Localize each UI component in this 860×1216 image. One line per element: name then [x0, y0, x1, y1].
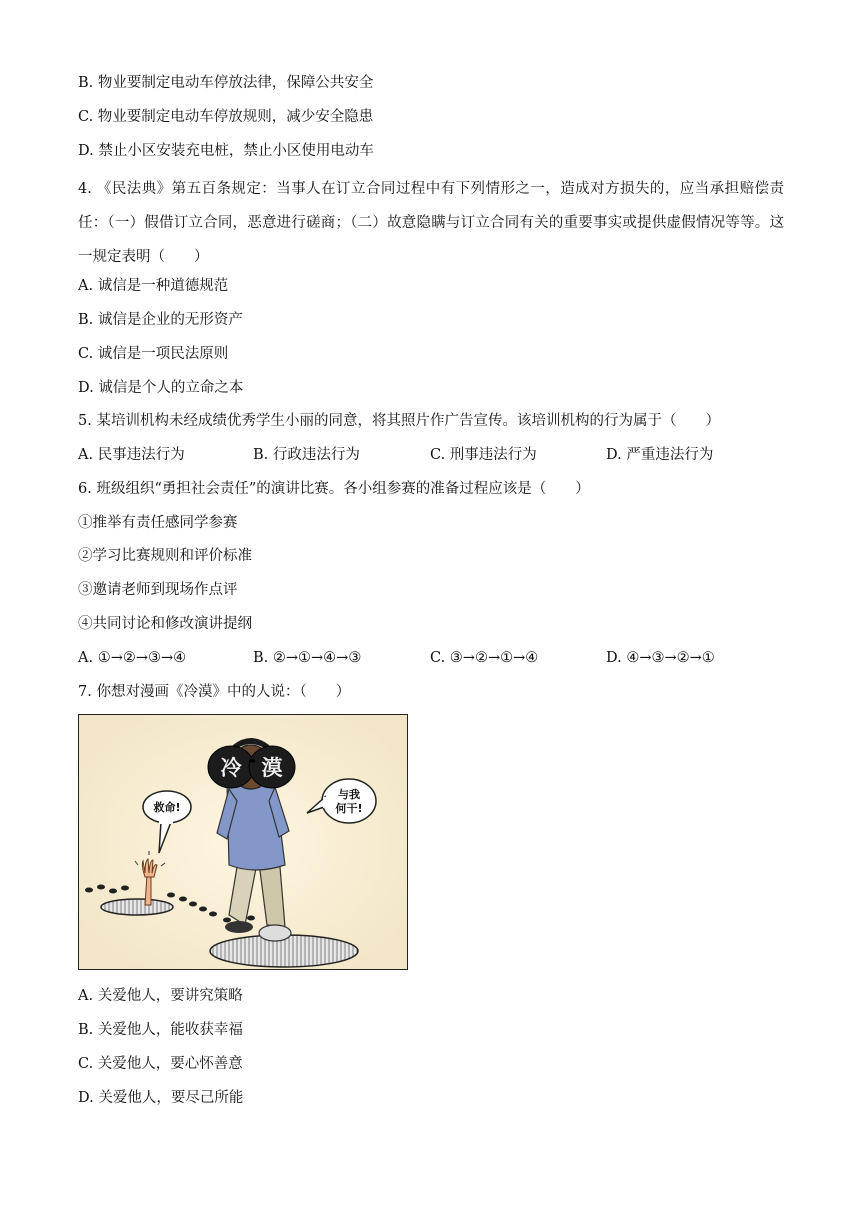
q6-option-c: C. ③→②→①→④	[430, 650, 539, 666]
help-text: 救命!	[153, 801, 181, 814]
q6-item-2: ②学习比赛规则和评价标准	[78, 548, 252, 564]
q5-option-a: A. 民事违法行为	[78, 447, 185, 463]
cartoon-indifference	[78, 714, 408, 970]
reply-text-line1: 与我	[338, 788, 360, 801]
q4-option-c: C. 诚信是一项民法原则	[78, 346, 229, 362]
q6-option-a: A. ①→②→③→④	[78, 650, 187, 666]
small-hole	[101, 899, 173, 915]
glasses-right-char: 漠	[261, 756, 283, 780]
q7-stem: 7. 你想对漫画《冷漠》中的人说：（ ）	[78, 684, 351, 700]
q3-option-d: D. 禁止小区安装充电桩，禁止小区使用电动车	[78, 143, 374, 159]
q6-option-d: D. ④→③→②→①	[606, 650, 715, 666]
q5-option-d: D. 严重违法行为	[606, 447, 714, 463]
q4-option-b: B. 诚信是企业的无形资产	[78, 312, 243, 328]
q7-option-d: D. 关爱他人，要尽己所能	[78, 1090, 244, 1106]
q5-option-c: C. 刑事违法行为	[430, 447, 537, 463]
q6-option-b: B. ②→①→④→③	[253, 650, 362, 666]
q5-options	[78, 445, 784, 465]
q5-option-b: B. 行政违法行为	[253, 447, 360, 463]
reply-text-line2: 何干!	[335, 802, 363, 815]
q6-item-4: ④共同讨论和修改演讲提纲	[78, 616, 252, 632]
q4-option-a: A. 诚信是一种道德规范	[78, 278, 229, 294]
q7-option-a: A. 关爱他人，要讲究策略	[78, 988, 243, 1004]
q3-option-b: B. 物业要制定电动车停放法律，保障公共安全	[78, 75, 374, 91]
q3-option-c: C. 物业要制定电动车停放规则，减少安全隐患	[78, 109, 374, 125]
q6-stem: 6. 班级组织“勇担社会责任”的演讲比赛。各小组参赛的准备过程应该是（ ）	[78, 481, 590, 497]
glasses-left-char: 冷	[220, 756, 242, 780]
q7-option-c: C. 关爱他人，要心怀善意	[78, 1056, 243, 1072]
q6-item-1: ①推举有责任感同学参赛	[78, 515, 238, 531]
q5-stem: 5. 某培训机构未经成绩优秀学生小丽的同意，将其照片作广告宣传。该培训机构的行为属于（ ）	[78, 413, 720, 429]
q6-options	[78, 648, 784, 668]
q7-option-b: B. 关爱他人，能收获幸福	[78, 1022, 243, 1038]
q4-option-d: D. 诚信是个人的立命之本	[78, 380, 244, 396]
cartoon-illustration	[79, 715, 408, 970]
q4-stem: 4. 《民法典》第五百条规定：当事人在订立合同过程中有下列情形之一，造成对方损失的，应当承担赔偿责任：（一）假借订立合同，恶意进行磋商；（二）故意隐瞒与订立合同有关的重要事实或提供虚假情况等等。这一规定表明（ ）	[78, 181, 784, 265]
q6-item-3: ③邀请老师到现场作点评	[78, 582, 238, 598]
